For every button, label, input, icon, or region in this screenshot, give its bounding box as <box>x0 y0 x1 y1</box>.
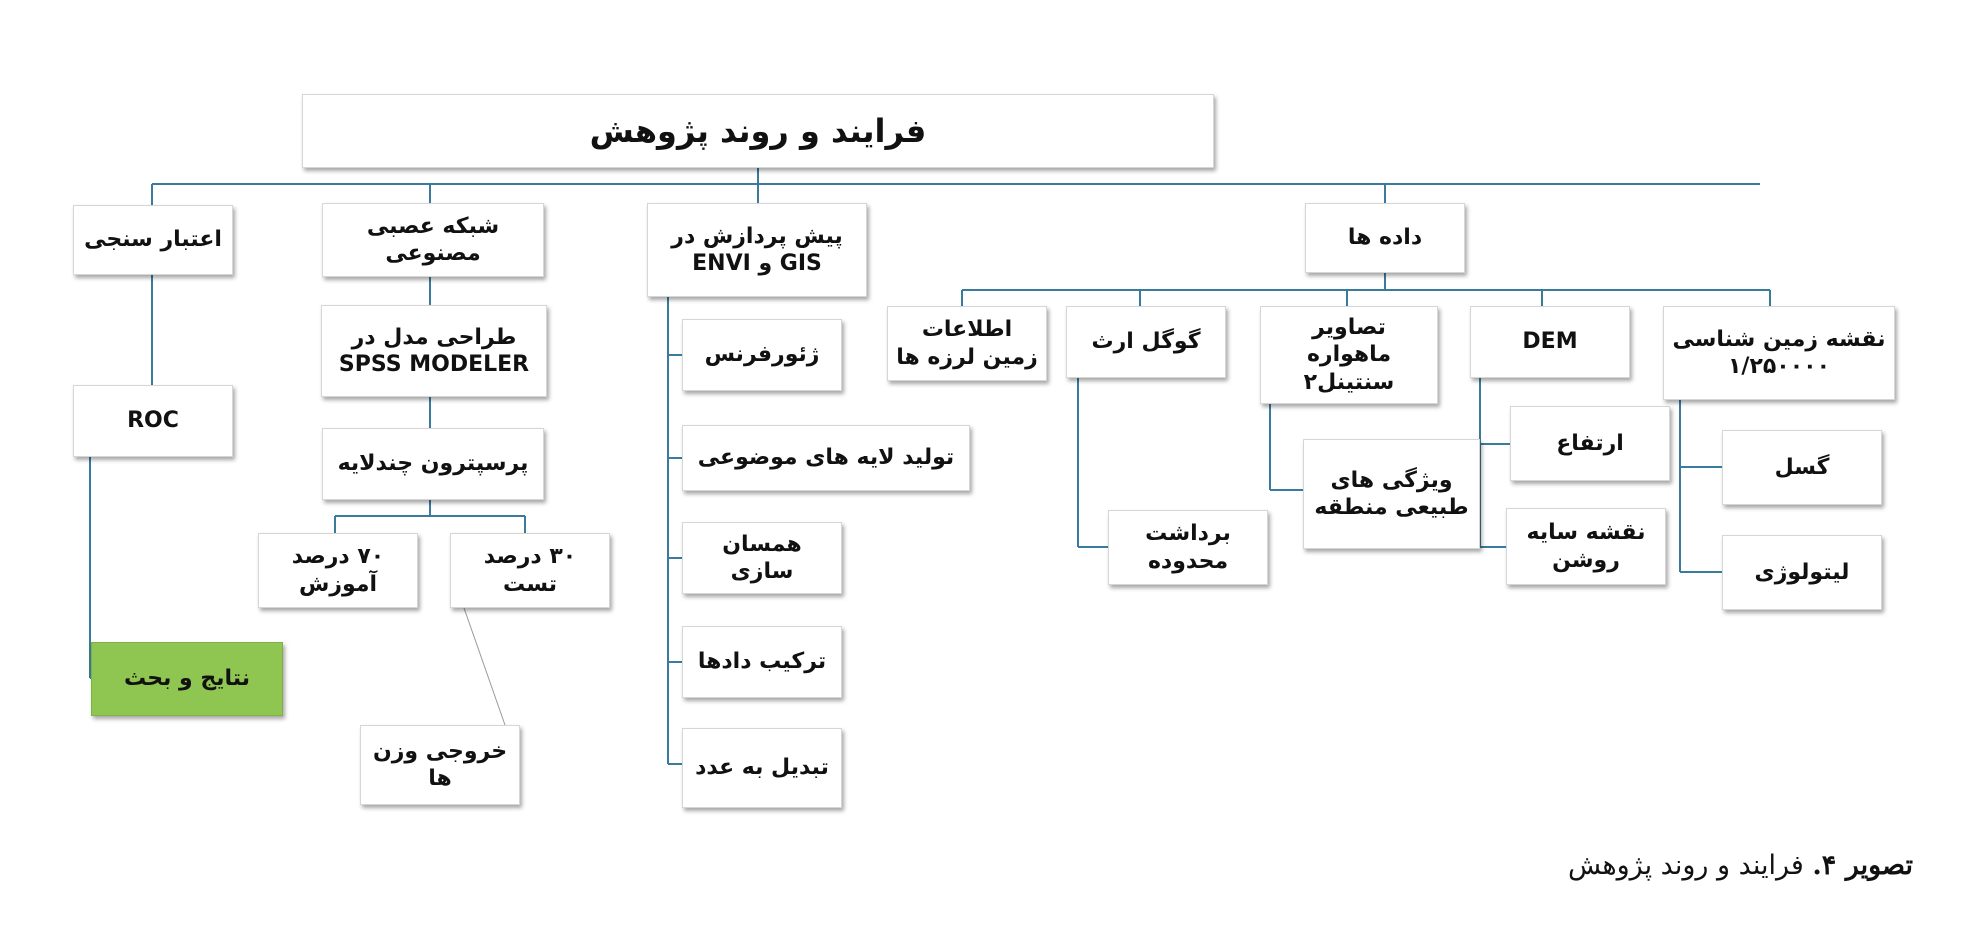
node-text-line: شبکه عصبی <box>366 213 500 239</box>
node-text-line: GIS و ENVI <box>692 251 822 276</box>
node-text-line: برداشت <box>1145 521 1231 546</box>
node-text-line: تصاویر ماهواره <box>1306 314 1392 368</box>
node-geology <box>1663 306 1895 400</box>
node-title <box>302 94 1214 168</box>
node-earthquake <box>887 306 1047 381</box>
figure-caption <box>1568 850 1913 881</box>
node-text-line: ۷۰ درصد <box>291 544 385 569</box>
node-ann <box>322 203 544 277</box>
node-preprocess <box>647 203 867 297</box>
node-text-line: سنتینل۲ <box>1303 369 1395 395</box>
caption-label: تصویر ۴. <box>1812 850 1913 881</box>
node-text-line: طراحی مدل در <box>351 324 517 350</box>
node-text-line: ژئورفرنس <box>704 342 820 368</box>
node-text-line: فرایند و روند پژوهش <box>589 112 927 150</box>
node-text-line: ROC <box>127 408 179 434</box>
node-coreg <box>682 522 842 594</box>
node-natural <box>1303 439 1480 549</box>
node-text-line: پرسپترون چندلایه <box>337 451 529 477</box>
node-lithology <box>1722 535 1882 610</box>
node-elevation <box>1510 406 1670 481</box>
node-results <box>91 642 283 716</box>
node-merge <box>682 626 842 698</box>
node-text-line: تبدیل به عدد <box>695 755 829 781</box>
node-convert <box>682 728 842 808</box>
node-text-line: گوگل ارث <box>1091 329 1201 355</box>
node-train <box>258 533 418 608</box>
node-text-line: نتایج و بحث <box>123 666 251 692</box>
node-text-line: ویژگی های <box>1330 467 1453 493</box>
node-text-line: SPSS MODELER <box>338 352 530 377</box>
node-text-line: ارتفاع <box>1556 430 1624 456</box>
node-text-line: همسان سازی <box>722 531 802 584</box>
node-sentinel <box>1260 306 1438 404</box>
node-mlp <box>322 428 544 500</box>
node-text-line: زمین لرزه ها <box>896 344 1038 370</box>
node-text-line: اطلاعات <box>921 317 1013 342</box>
caption-text: فرایند و روند پژوهش <box>1567 850 1813 881</box>
node-text-line: ۱/۲۵۰۰۰۰ <box>1727 354 1831 379</box>
node-text-line: لیتولوژی <box>1754 559 1850 585</box>
node-text-line: ۳۰ درصد تست <box>483 544 577 597</box>
node-text-line: ترکیب دادها <box>697 649 827 675</box>
node-text-line: داده ها <box>1347 225 1423 251</box>
node-model-design <box>321 305 547 397</box>
node-text-line: خروجی وزن ها <box>372 738 508 791</box>
node-text-line: تولید لایه های موضوعی <box>697 445 955 471</box>
node-data <box>1305 203 1465 273</box>
node-validation <box>73 205 233 275</box>
node-weights <box>360 725 520 805</box>
node-roc <box>73 385 233 457</box>
node-text-line: گسل <box>1774 454 1830 480</box>
node-dem <box>1470 306 1630 378</box>
node-georef <box>682 319 842 391</box>
node-text-line: محدوده <box>1147 548 1229 574</box>
node-hillshade <box>1506 508 1666 585</box>
node-text-line: روشن <box>1552 547 1620 573</box>
node-text-line: نقشه زمین شناسی <box>1672 326 1886 352</box>
node-fault <box>1722 430 1882 505</box>
node-thematic <box>682 425 970 491</box>
node-text-line: DEM <box>1522 329 1578 355</box>
node-text-line: پیش پردازش در <box>671 223 843 249</box>
node-text-line: اعتبار سنجی <box>84 227 222 253</box>
node-text-line: طبیعی منطقه <box>1314 495 1469 520</box>
node-text-line: آموزش <box>299 571 377 597</box>
node-text-line: مصنوعی <box>385 241 481 266</box>
node-test <box>450 533 610 608</box>
connector-line <box>464 608 505 725</box>
node-google-earth <box>1066 306 1226 378</box>
node-extent <box>1108 510 1268 585</box>
node-text-line: نقشه سایه <box>1526 520 1646 545</box>
